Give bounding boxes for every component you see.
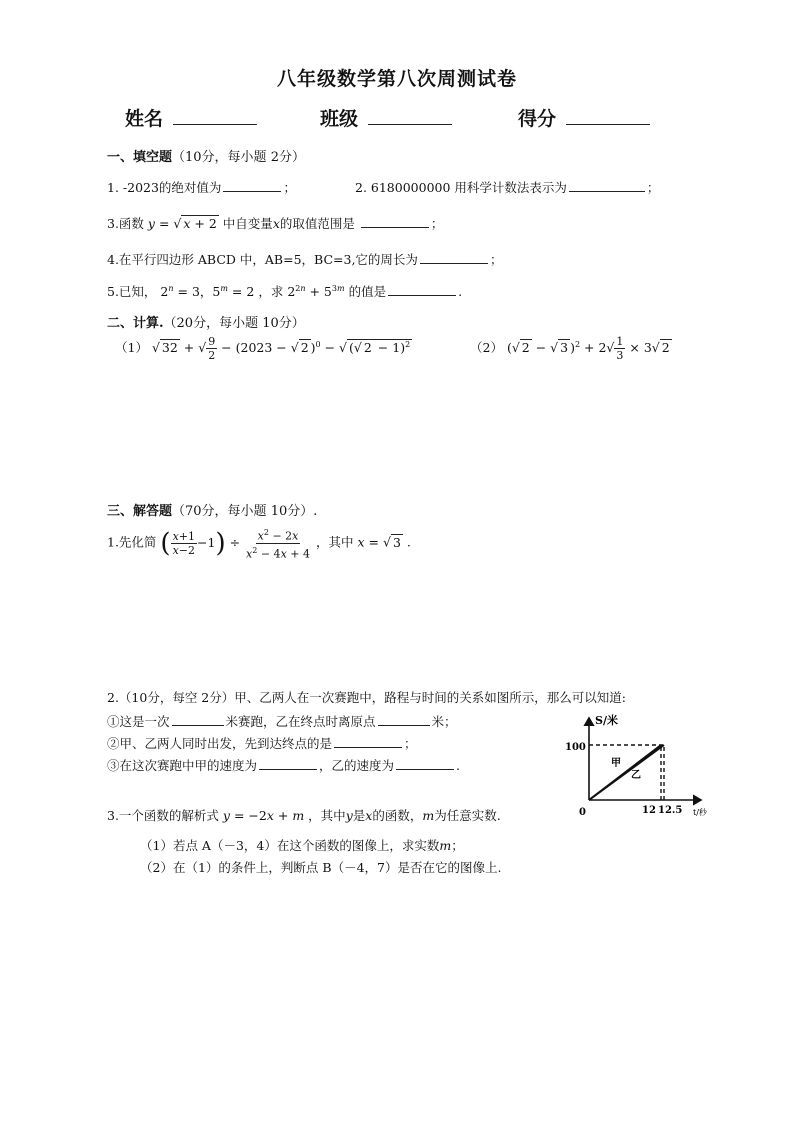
name-blank[interactable] — [173, 106, 257, 125]
question-3-1: 1.先化简 ( $\frac{x+1}{x-2}$ −1) ÷ $\frac{x^2 - 2x}{x^2 - 4x + 4}$ ，其中 x = √ 3 . — [107, 528, 411, 561]
origin-label: 0 — [579, 807, 586, 818]
score-field — [518, 104, 650, 131]
answer-blank[interactable] — [569, 179, 645, 192]
y-tick-100: 100 — [565, 742, 586, 753]
section-2-heading: 二、计算.（20分，每小题 10分） — [107, 316, 305, 331]
score-blank[interactable] — [566, 106, 650, 125]
question-3-2-c: ③在这次赛跑中甲的速度为 ，乙的速度为 . — [107, 758, 461, 773]
question-3-2-intro: 2.（10分，每空 2分）甲、乙两人在一次赛跑中，路程与时间的关系如图所示，那么可以知道: — [107, 690, 626, 705]
question-1-2: 2. 6180000000 用科学计数法表示为 ； — [355, 180, 660, 195]
section-1-heading: 一、填空题（10分，每小题 2分） — [107, 150, 305, 165]
series-label-yi: 乙 — [631, 770, 641, 781]
series-lines — [589, 745, 664, 800]
simplify-expression: ( $\frac{x+1}{x-2}$ −1) ÷ $\frac{x^2 - 2x}{x^2 - 4x + 4}$ — [160, 528, 310, 561]
answer-blank[interactable] — [259, 757, 317, 770]
x-tick-12: 12 — [642, 805, 656, 816]
question-1-4: 4.在平行四边形 ABCD 中，AB=5，BC=3,它的周长为 ； — [107, 252, 503, 267]
series-line-1 — [589, 745, 664, 800]
question-1-5: 5.已知， $2^n = 3$，$5^m = 2$ ，求 $2^{2n} + 5^{3m}$ 的值是 . — [107, 283, 463, 299]
answer-blank[interactable] — [361, 215, 429, 228]
question-3-3-part-1: （1）若点 A（－3，4）在这个函数的图像上，求实数m； — [140, 838, 464, 853]
answer-blank[interactable] — [396, 757, 454, 770]
y-axis-label: S/米 — [595, 714, 618, 727]
target-expression: $2^{2n} + 5^{3m}$ — [287, 283, 345, 299]
series-label-jia: 甲 — [611, 758, 621, 769]
answer-blank[interactable] — [223, 179, 281, 192]
section-3-heading: 三、解答题（70分，每小题 10分）. — [107, 504, 318, 519]
x-tick-12-5: 12.5 — [658, 805, 683, 816]
answer-blank[interactable] — [420, 251, 488, 264]
name-field — [125, 104, 257, 131]
name-label: 姓名 — [125, 108, 164, 130]
answer-blank[interactable] — [388, 283, 456, 296]
question-3-2-b: ②甲、乙两人同时出发，先到达终点的是 ； — [107, 736, 417, 751]
class-label: 班级 — [320, 108, 359, 130]
answer-blank[interactable] — [378, 713, 430, 726]
linear-function: y = −2x + m — [222, 808, 305, 823]
class-blank[interactable] — [368, 106, 452, 125]
answer-blank[interactable] — [334, 735, 402, 748]
score-label: 得分 — [518, 108, 557, 130]
x-axis-label: t/秒 — [693, 808, 707, 817]
question-3-2-a: ①这是一次 米赛跑，乙在终点时离原点 米； — [107, 714, 457, 729]
class-field — [320, 104, 452, 131]
x-value: x = √ 3 . — [357, 534, 411, 550]
page-title: 八年级数学第八次周测试卷 — [276, 68, 517, 90]
question-1-3: 3.函数 y = √ x + 2 中自变量x的取值范围是 ； — [107, 216, 444, 231]
calc-problem-2: （2） (√ 2 − √ 3 )$^2$ + 2√ $\frac{1}{3}$ × 3√ 2 — [470, 335, 670, 362]
question-3-3-part-2: （2）在（1）的条件上，判断点 B（－4，7）是否在它的图像上. — [140, 860, 502, 875]
answer-blank[interactable] — [172, 713, 224, 726]
calc-problem-1: （1） √ 32 + √ $\frac{9}{2}$ − (2023 − √ 2 )$^0$ − √ (√ 2 − 1)$^2$ — [115, 335, 411, 362]
question-3-3: 3.一个函数的解析式 y = −2x + m ，其中y是x的函数，m为任意实数. — [107, 808, 501, 823]
calc-expression-2: (√ 2 − √ 3 )$^2$ + 2√ $\frac{1}{3}$ × 3√ 2 — [506, 335, 670, 362]
given-equations: $2^n = 3$，$5^m = 2$ — [160, 283, 255, 299]
calc-expression-1: √ 32 + √ $\frac{9}{2}$ − (2023 − √ 2 )$^0$ − √ (√ 2 − 1)$^2$ — [151, 335, 411, 362]
question-1-1: 1. -2023的绝对值为 ； — [107, 180, 296, 195]
function-formula: y = √ x + 2 — [147, 216, 217, 231]
distance-time-chart — [565, 712, 715, 824]
